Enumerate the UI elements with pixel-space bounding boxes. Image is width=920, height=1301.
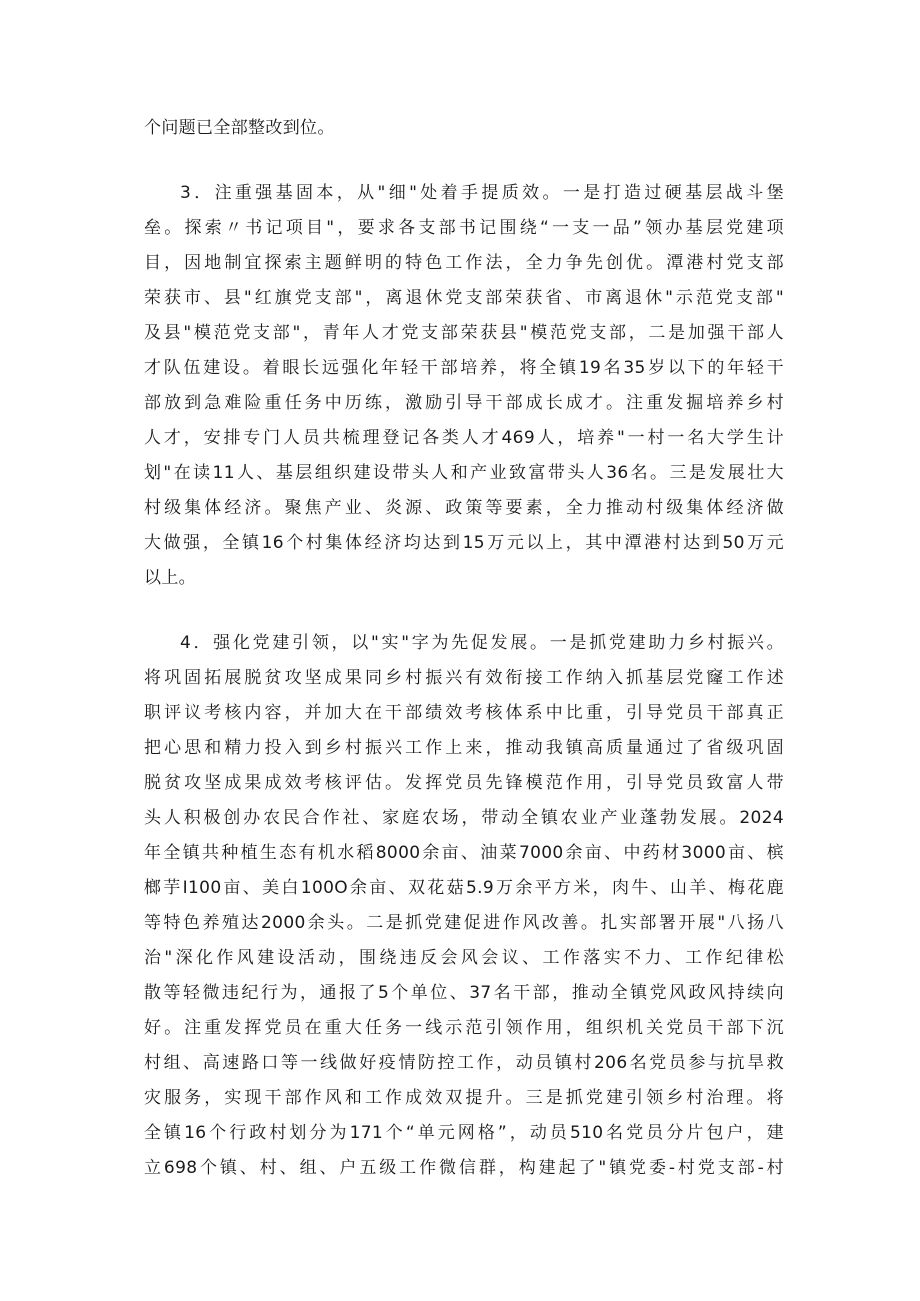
text-line: 脱贫攻坚成果成效考核评估。发挥党员先锋模范作用，引导党员致富人带 [144,773,784,793]
text-line: 部放到急难险重任务中历练，激励引导干部成长成才。注重发掘培养乡村 [144,393,784,413]
text-line: 年全镇共种植生态有机水稻8000余亩、油菜7000余亩、中药材3000亩、槟 [144,843,784,863]
text-line: 目，因地制宜探索主题鲜明的特色工作法，全力争先创优。潭港村党支部 [144,253,784,273]
text-line: 个问题已全部整改到位。 [144,118,335,138]
text-line: 头人积极创办农民合作社、家庭农场，带动全镇农业产业蓬勃发展。2024 [144,808,784,828]
text-line: 职评议考核内容，并加大在干部绩效考核体系中比重，引导党员干部真正 [144,703,784,723]
text-line: 灾服务，实现干部作风和工作成效双提升。三是抓党建引领乡村治理。将 [144,1088,784,1108]
text-line: 划"在读11人、基层组织建设带头人和产业致富带头人36名。三是发展壮大 [144,463,784,483]
text-line: 全镇16个行政村划分为171个“单元网格”，动员510名党员分片包户，建 [144,1123,784,1143]
text-line: 散等轻微违纪行为，通报了5个单位、37名干部，推动全镇党风政风持续向 [144,983,784,1003]
text-line: 立698个镇、村、组、户五级工作微信群，构建起了"镇党委-村党支部-村 [144,1158,784,1178]
text-line: 将巩固拓展脱贫攻坚成果同乡村振兴有效衔接工作纳入抓基层党窿工作述 [144,668,784,688]
text-line: 村级集体经济。聚焦产业、炎源、政策等要素，全力推动村级集体经济做 [144,498,784,518]
text-line: 荣获市、县"红旗党支部"，离退休党支部荣获省、市离退休"示范党支部" [144,288,784,308]
text-line: 村组、高速路口等一线做好疫情防控工作，动员镇村206名党员参与抗旱救 [144,1053,784,1073]
text-line: 以上。 [144,568,197,588]
paragraph-3-first-line: 3．注重强基固本，从"细"处着手提质效。一是打造过硬基层战斗堡 [180,183,784,203]
text-line: 好。注重发挥党员在重大任务一线示范引领作用，组织机关党员干部下沉 [144,1018,784,1038]
text-line: 才队伍建设。着眼长远强化年轻干部培养，将全镇19名35岁以下的年轻干 [144,358,784,378]
text-line: 等特色养殖达2000余头。二是抓党建促进作风改善。扎实部署开展"八扬八 [144,913,784,933]
paragraph-4-first-line: 4．强化党建引领，以"实"字为先促发展。一是抓党建助力乡村振兴。 [180,633,784,653]
text-line: 大做强，全镇16个村集体经济均达到15万元以上，其中潭港村达到50万元 [144,533,784,553]
text-line: 把心思和精力投入到乡村振兴工作上来，推动我镇高质量通过了省级巩固 [144,738,784,758]
text-line: 治"深化作风建设活动，围绕违反会风会议、工作落实不力、工作纪律松 [144,948,784,968]
text-line: 榔芋I100亩、美白100O余亩、双花菇5.9万余平方米，肉牛、山羊、梅花鹿 [144,878,784,898]
text-line: 人才，安排专门人员共梳理登记各类人才469人，培养"一村一名大学生计 [144,428,784,448]
text-line: 垒。探索〃书记项目"，要求各支部书记围绕“一支一品”领办基层党建项 [144,218,784,238]
text-line: 及县"模范党支部"，青年人才党支部荣获县"模范党支部，二是加强干部人 [144,323,784,343]
